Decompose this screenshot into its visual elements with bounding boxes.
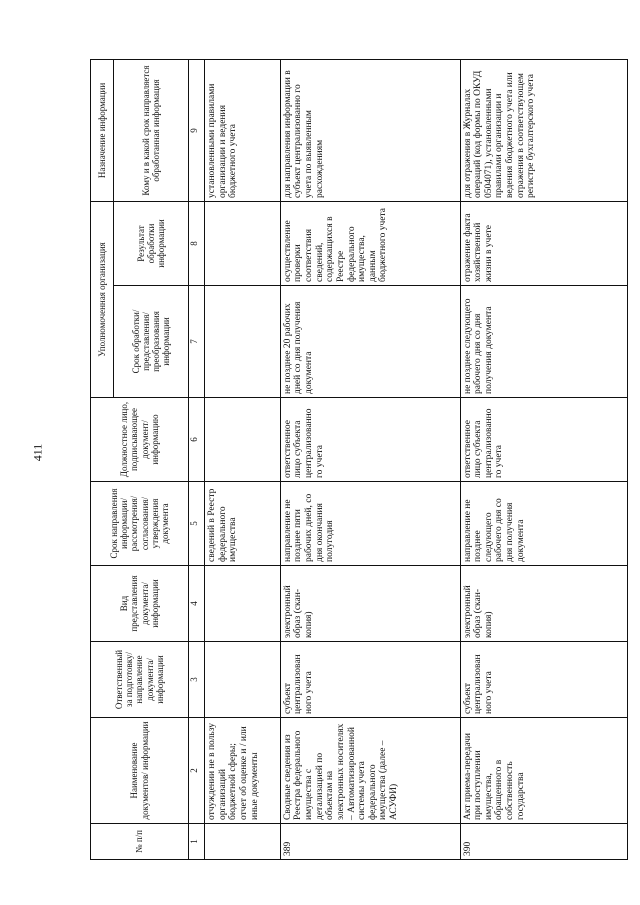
- table-row-continuation: [205, 60, 281, 860]
- cell-processing-term: не позднее следующего рабочего дня со дня получения документа: [460, 286, 627, 398]
- rotated-table-container: [90, 60, 628, 860]
- header-name: Наименование документов/ информации: [91, 718, 189, 824]
- cell-view: [205, 566, 281, 642]
- header-purpose: Назначение информации: [91, 60, 114, 202]
- header-official: Должностное лицо, подписывающее документ/ информацию: [91, 398, 189, 482]
- header-processing-result: Результат обработки информации: [114, 202, 189, 286]
- cell-official: ответственное лицо субъекта централизованно го учета: [280, 398, 460, 482]
- cell-recipient: для отражения в Журналах операций (код формы по ОКУД 0504071), установленными правилами организации и ведения бюджетного учета или отражения в соответствующем регистре бухгалтерского учета: [460, 60, 627, 202]
- cell-name: Акт приема-передачи при поступлении имущества, обращенного в собственность государства: [460, 718, 627, 824]
- column-number: 2: [189, 718, 205, 824]
- header-view: Вид представления документа/ информации: [91, 566, 189, 642]
- cell-processing-result: [205, 202, 281, 286]
- header-term: Срок направления информации/ рассмотрения/ согласования/ утверждения документа: [91, 482, 189, 566]
- cell-name: отчуждении не в пользу организаций бюджетной сферы; отчет об оценке и / или иные документы: [205, 718, 281, 824]
- document-table: [90, 59, 628, 860]
- column-number: 3: [189, 642, 205, 718]
- cell-official: ответственное лицо субъекта централизованно го учета: [460, 398, 627, 482]
- column-number-row: [189, 60, 205, 860]
- column-number: 6: [189, 398, 205, 482]
- cell-recipient: для направления информации в субъект централизованно го учета по выявленным расхождениям: [280, 60, 460, 202]
- cell-processing-term: не позднее 20 рабочих дней со дня получения документа: [280, 286, 460, 398]
- cell-official: [205, 398, 281, 482]
- cell-term: сведений в Реестр федерального имущества: [205, 482, 281, 566]
- cell-responsible: [205, 642, 281, 718]
- cell-processing-term: [205, 286, 281, 398]
- cell-no: 390: [460, 824, 627, 860]
- cell-term: направление не позднее следующего рабочего дня со дня получения документа: [460, 482, 627, 566]
- cell-recipient: установленными правилами организации и ведения бюджетного учета: [205, 60, 281, 202]
- cell-responsible: субъект централизован ного учета: [280, 642, 460, 718]
- header-recipient: Кому и в какой срок направляется обработанная информация: [114, 60, 189, 202]
- column-number: 7: [189, 286, 205, 398]
- page-number: 411: [30, 443, 45, 462]
- cell-no: 389: [280, 824, 460, 860]
- header-no: № п/п: [91, 824, 189, 860]
- column-number: 8: [189, 202, 205, 286]
- cell-term: направление не позднее пяти рабочих дней, со дня окончания полугодия: [280, 482, 460, 566]
- table-row: [460, 60, 627, 860]
- cell-view: электронный образ (скан-копия): [280, 566, 460, 642]
- header-processing-term: Срок обработки/ представления/ преобразования информации: [114, 286, 189, 398]
- cell-view: электронный образ (скан-копия): [460, 566, 627, 642]
- header-authorized-org: Уполномоченная организация: [91, 202, 114, 398]
- column-number: 5: [189, 482, 205, 566]
- table-row: [280, 60, 460, 860]
- cell-processing-result: осуществление проверки соответствия сведений, содержащихся в Реестре федерального имущества, данным бюджетного учета: [280, 202, 460, 286]
- column-number: 1: [189, 824, 205, 860]
- header-responsible: Ответственный за подготовку/ направление документа/ информации: [91, 642, 189, 718]
- cell-name: Сводные сведения из Реестра федерального имущества с детализацией по объектам на электронных носителях – Автоматизированной системы учета федерального имущества (далее – АСУФИ): [280, 718, 460, 824]
- column-number: 9: [189, 60, 205, 202]
- cell-responsible: субъект централизован ного учета: [460, 642, 627, 718]
- column-number: 4: [189, 566, 205, 642]
- cell-processing-result: отражение факта хозяйственной жизни в учете: [460, 202, 627, 286]
- cell-no: [205, 824, 281, 860]
